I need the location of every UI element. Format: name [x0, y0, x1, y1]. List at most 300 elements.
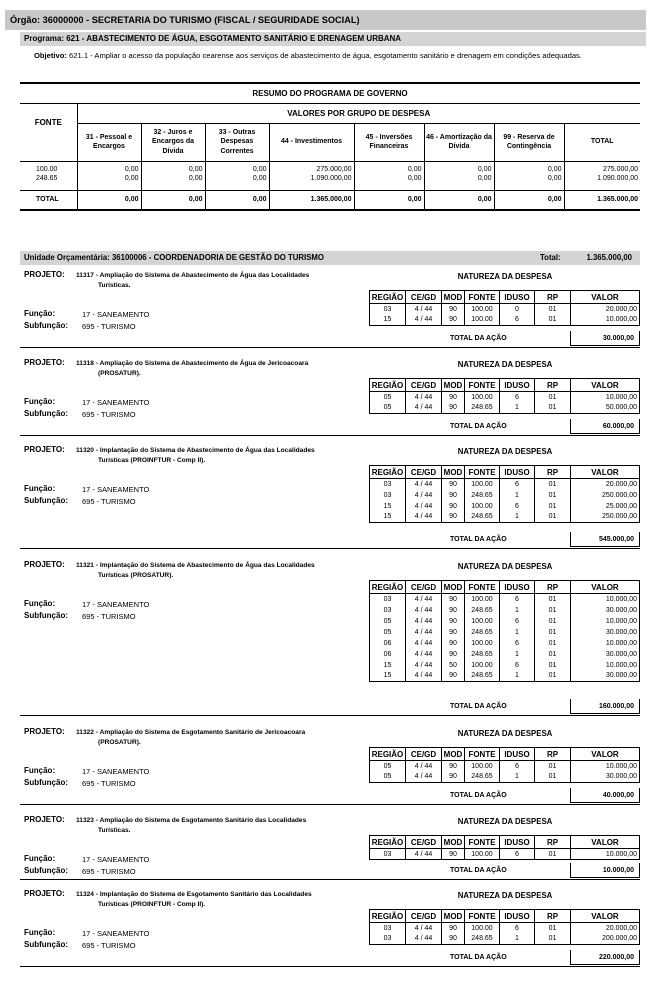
natureza-cell: 90 [442, 761, 465, 772]
natureza-col-header: IDUSO [500, 581, 535, 594]
projeto-name: 11321 - Implantação do Sistema de Abastecimento de Água das Localidades Turísticas (PROSATUR). [76, 561, 341, 580]
subfuncao-value: 695 - TURISMO [82, 941, 136, 950]
natureza-col-header: MOD [442, 379, 465, 392]
natureza-col-header: CE/GD [406, 910, 442, 923]
natureza-col-header: REGIÃO [370, 836, 406, 849]
natureza-cell: 15 [370, 660, 406, 671]
natureza-cell: 90 [442, 392, 465, 403]
funcao-label: Função: [24, 766, 56, 775]
subfuncao-label: Subfunção: [24, 409, 68, 418]
resumo-row [20, 161, 640, 175]
natureza-cell: 01 [535, 501, 571, 512]
natureza-cell: 6 [500, 594, 535, 605]
funcao-label: Função: [24, 599, 56, 608]
natureza-cell: 01 [535, 315, 571, 326]
unidade-label: Unidade Orçamentária: 36100006 - COORDENADORIA DE GESTÃO DO TURISMO [24, 253, 324, 262]
col-header: 99 - Reserva de Contingência [494, 123, 564, 161]
natureza-col-header: VALOR [571, 466, 640, 479]
subfuncao-label: Subfunção: [24, 940, 68, 949]
natureza-cell: 01 [535, 403, 571, 414]
natureza-cell: 1 [500, 649, 535, 660]
natureza-cell: 25.000,00 [571, 501, 640, 512]
resumo-total-row [20, 190, 640, 210]
projeto-code: 11322 [76, 729, 94, 736]
total-acao-label: TOTAL DA AÇÃO [450, 867, 507, 874]
col-header: 46 - Amortização da Dívida [424, 123, 494, 161]
objetivo [34, 51, 634, 60]
value-cell: 0,00 [77, 175, 141, 190]
total-cell: 0,00 [354, 190, 424, 210]
natureza-col-header: MOD [442, 910, 465, 923]
total-acao-label: TOTAL DA AÇÃO [450, 335, 507, 342]
natureza-col-header: FONTE [465, 910, 500, 923]
value-cell: 0,00 [205, 161, 269, 175]
natureza-cell: 90 [442, 923, 465, 934]
natureza-cell: 01 [535, 649, 571, 660]
total-acao-row [20, 419, 640, 433]
natureza-cell: 90 [442, 849, 465, 860]
subfuncao-value: 695 - TURISMO [82, 322, 136, 331]
natureza-cell: 50.000,00 [571, 403, 640, 414]
table-row [370, 649, 640, 660]
natureza-cell: 10.000,00 [571, 849, 640, 860]
natureza-col-header: IDUSO [500, 748, 535, 761]
natureza-cell: 01 [535, 605, 571, 616]
projeto-name-line2: Turísticas (PROSATUR). [98, 571, 174, 579]
total-cell: 1.365.000,00 [564, 190, 640, 210]
total-acao-row [20, 950, 640, 964]
projeto-name-line1: Implantação do Sistema de Abastecimento de Água das Localidades [99, 447, 315, 454]
natureza-cell: 03 [370, 923, 406, 934]
natureza-col-header: IDUSO [500, 910, 535, 923]
natureza-col-header: FONTE [465, 748, 500, 761]
natureza-cell: 4 / 44 [406, 761, 442, 772]
natureza-cell: 01 [535, 772, 571, 783]
total-acao-label: TOTAL DA AÇÃO [450, 536, 507, 543]
natureza-cell: 90 [442, 649, 465, 660]
total-acao-value: 545.000,00 [598, 536, 634, 543]
col-header: 33 - Outras Despesas Correntes [205, 123, 269, 161]
natureza-col-header: MOD [442, 466, 465, 479]
natureza-cell: 03 [370, 304, 406, 315]
natureza-cell: 4 / 44 [406, 649, 442, 660]
projeto-name-line2: Turísticas. [98, 281, 131, 289]
natureza-cell: 100.00 [465, 923, 500, 934]
natureza-cell: 4 / 44 [406, 490, 442, 501]
natureza-cell: 248.65 [465, 772, 500, 783]
value-cell: 0,00 [354, 175, 424, 190]
natureza-cell: 01 [535, 594, 571, 605]
projeto-name-line2: Turísticas (PROINFTUR - Comp II). [98, 456, 206, 464]
natureza-col-header: MOD [442, 581, 465, 594]
table-row [370, 761, 640, 772]
table-row [370, 479, 640, 490]
project-separator [20, 879, 640, 880]
natureza-cell: 250.000,00 [571, 512, 640, 523]
funcao-label: Função: [24, 309, 56, 318]
table-row [370, 315, 640, 326]
natureza-cell: 100.00 [465, 616, 500, 627]
natureza-cell: 6 [500, 315, 535, 326]
natureza-cell: 4 / 44 [406, 627, 442, 638]
natureza-cell: 100.00 [465, 849, 500, 860]
natureza-cell: 248.65 [465, 627, 500, 638]
col-header: 32 - Juros e Encargos da Dívida [141, 123, 205, 161]
subfuncao-label: Subfunção: [24, 496, 68, 505]
natureza-cell: 90 [442, 501, 465, 512]
natureza-col-header: FONTE [465, 379, 500, 392]
natureza-cell: 03 [370, 605, 406, 616]
natureza-cell: 90 [442, 671, 465, 682]
natureza-cell: 6 [500, 660, 535, 671]
natureza-col-header: VALOR [571, 379, 640, 392]
subfuncao-label: Subfunção: [24, 866, 68, 875]
natureza-cell: 05 [370, 392, 406, 403]
funcao-label: Função: [24, 484, 56, 493]
value-cell: 0,00 [424, 175, 494, 190]
natureza-cell: 100.00 [465, 392, 500, 403]
resumo-section [20, 82, 640, 211]
natureza-col-header: IDUSO [500, 291, 535, 304]
funcao-label: Função: [24, 397, 56, 406]
total-cell: 0,00 [424, 190, 494, 210]
natureza-col-header: IDUSO [500, 836, 535, 849]
natureza-cell: 6 [500, 849, 535, 860]
resumo-subtitle: VALORES POR GRUPO DE DESPESA [77, 103, 640, 123]
table-row [370, 594, 640, 605]
projeto-name-line1: Ampliação do Sistema de Abastecimento de Água das Localidades [99, 272, 310, 279]
natureza-cell: 4 / 44 [406, 304, 442, 315]
project-separator [20, 435, 640, 436]
natureza-cell: 03 [370, 849, 406, 860]
total-acao-label: TOTAL DA AÇÃO [450, 954, 507, 961]
natureza-table [369, 580, 640, 682]
total-acao-value: 10.000,00 [602, 867, 634, 874]
projeto-name: 11317 - Ampliação do Sistema de Abastecimento de Água das Localidades Turísticas. [76, 271, 341, 290]
natureza-cell: 1 [500, 671, 535, 682]
natureza-cell: 100.00 [465, 638, 500, 649]
natureza-title: NATUREZA DA DESPESA [457, 729, 553, 738]
funcao-value: 17 - SANEAMENTO [82, 855, 150, 864]
col-header: 45 - Inversões Financeiras [354, 123, 424, 161]
natureza-cell: 15 [370, 315, 406, 326]
funcao-label: Função: [24, 854, 56, 863]
table-row [370, 638, 640, 649]
natureza-col-header: REGIÃO [370, 581, 406, 594]
subfuncao-value: 695 - TURISMO [82, 410, 136, 419]
natureza-col-header: RP [535, 379, 571, 392]
table-row [370, 923, 640, 934]
natureza-col-header: IDUSO [500, 466, 535, 479]
total-acao-value: 220.000,00 [598, 954, 634, 961]
projeto-name: 11320 - Implantação do Sistema de Abastecimento de Água das Localidades Turísticas (PROINFTUR - Comp II). [76, 446, 341, 465]
unidade-header [20, 251, 640, 265]
projeto-code: 11317 [76, 272, 94, 279]
natureza-col-header: CE/GD [406, 581, 442, 594]
natureza-cell: 30.000,00 [571, 649, 640, 660]
natureza-table [369, 835, 640, 860]
natureza-cell: 248.65 [465, 490, 500, 501]
natureza-cell: 03 [370, 934, 406, 945]
total-acao-value: 60.000,00 [602, 423, 634, 430]
table-row [370, 660, 640, 671]
natureza-cell: 30.000,00 [571, 772, 640, 783]
natureza-table [369, 290, 640, 326]
natureza-cell: 248.65 [465, 649, 500, 660]
natureza-col-header: CE/GD [406, 291, 442, 304]
natureza-cell: 6 [500, 479, 535, 490]
natureza-cell: 15 [370, 501, 406, 512]
project-separator [20, 715, 640, 716]
natureza-cell: 90 [442, 627, 465, 638]
projeto-name-line1: Implantação do Sistema de Esgotamento Sanitário das Localidades [99, 891, 312, 898]
projeto-code: 11323 [76, 817, 94, 824]
natureza-col-header: REGIÃO [370, 379, 406, 392]
natureza-col-header: RP [535, 291, 571, 304]
natureza-col-header: REGIÃO [370, 910, 406, 923]
subfuncao-value: 695 - TURISMO [82, 779, 136, 788]
natureza-cell: 10.000,00 [571, 594, 640, 605]
natureza-title: NATUREZA DA DESPESA [457, 447, 553, 456]
fonte-cell: 100.00 [20, 161, 77, 175]
total-cell: 0,00 [494, 190, 564, 210]
natureza-cell: 250.000,00 [571, 490, 640, 501]
natureza-title: NATUREZA DA DESPESA [457, 562, 553, 571]
natureza-cell: 20.000,00 [571, 923, 640, 934]
natureza-col-header: CE/GD [406, 379, 442, 392]
resumo-title: RESUMO DO PROGRAMA DE GOVERNO [20, 83, 640, 103]
natureza-col-header: VALOR [571, 581, 640, 594]
natureza-cell: 90 [442, 490, 465, 501]
total-acao-row [20, 331, 640, 345]
value-cell: 0,00 [77, 161, 141, 175]
natureza-cell: 06 [370, 638, 406, 649]
projeto-name-line1: Ampliação do Sistema de Abastecimento de Água de Jericoacoara [99, 360, 309, 367]
natureza-col-header: REGIÃO [370, 466, 406, 479]
natureza-cell: 6 [500, 923, 535, 934]
natureza-cell: 01 [535, 490, 571, 501]
unidade-total-label: Total: [540, 253, 561, 262]
natureza-cell: 90 [442, 479, 465, 490]
natureza-cell: 01 [535, 671, 571, 682]
subfuncao-label: Subfunção: [24, 778, 68, 787]
natureza-cell: 100.00 [465, 315, 500, 326]
resumo-table [20, 82, 640, 211]
total-acao-row [20, 699, 640, 713]
natureza-cell: 03 [370, 594, 406, 605]
natureza-cell: 4 / 44 [406, 594, 442, 605]
natureza-cell: 248.65 [465, 934, 500, 945]
natureza-cell: 4 / 44 [406, 772, 442, 783]
natureza-cell: 05 [370, 403, 406, 414]
natureza-cell: 4 / 44 [406, 616, 442, 627]
natureza-cell: 100.00 [465, 501, 500, 512]
natureza-col-header: RP [535, 910, 571, 923]
projeto-label: PROJETO: [24, 358, 65, 367]
projeto-name: 11323 - Ampliação do Sistema de Esgotamento Sanitário das Localidades Turísticas. [76, 816, 341, 835]
projeto-name: 11322 - Ampliação do Sistema de Esgotamento Sanitário de Jericoacoara (PROSATUR). [76, 728, 341, 747]
natureza-cell: 01 [535, 849, 571, 860]
natureza-cell: 4 / 44 [406, 512, 442, 523]
natureza-cell: 10.000,00 [571, 315, 640, 326]
natureza-cell: 4 / 44 [406, 403, 442, 414]
natureza-cell: 6 [500, 638, 535, 649]
table-row [370, 772, 640, 783]
natureza-title: NATUREZA DA DESPESA [457, 817, 553, 826]
natureza-cell: 01 [535, 761, 571, 772]
col-header: 31 - Pessoal e Encargos [77, 123, 141, 161]
natureza-cell: 01 [535, 923, 571, 934]
objetivo-label: Objetivo: [34, 51, 67, 60]
natureza-cell: 05 [370, 761, 406, 772]
fonte-cell: 248.65 [20, 175, 77, 190]
total-acao-row [20, 532, 640, 546]
project-separator [20, 347, 640, 348]
natureza-col-header: FONTE [465, 581, 500, 594]
natureza-cell: 30.000,00 [571, 671, 640, 682]
natureza-cell: 90 [442, 772, 465, 783]
projeto-name-line1: Implantação do Sistema de Abastecimento de Água das Localidades [99, 562, 315, 569]
natureza-cell: 4 / 44 [406, 315, 442, 326]
natureza-cell: 30.000,00 [571, 605, 640, 616]
total-label: TOTAL [20, 190, 77, 210]
natureza-cell: 4 / 44 [406, 660, 442, 671]
natureza-col-header: REGIÃO [370, 291, 406, 304]
col-header: TOTAL [564, 123, 640, 161]
projeto-code: 11321 [76, 562, 94, 569]
natureza-cell: 4 / 44 [406, 934, 442, 945]
natureza-title: NATUREZA DA DESPESA [457, 360, 553, 369]
value-cell: 0,00 [141, 161, 205, 175]
funcao-value: 17 - SANEAMENTO [82, 929, 150, 938]
natureza-cell: 10.000,00 [571, 638, 640, 649]
projeto-code: 11324 [76, 891, 94, 898]
total-acao-label: TOTAL DA AÇÃO [450, 792, 507, 799]
value-cell: 0,00 [141, 175, 205, 190]
total-cell: 0,00 [141, 190, 205, 210]
projeto-label: PROJETO: [24, 445, 65, 454]
table-row [370, 403, 640, 414]
value-cell: 0,00 [205, 175, 269, 190]
col-header: 44 - Investimentos [269, 123, 354, 161]
natureza-cell: 90 [442, 403, 465, 414]
orgao-header: Órgão: 36000000 - SECRETARIA DO TURISMO (FISCAL / SEGURIDADE SOCIAL) [5, 10, 646, 30]
subfuncao-label: Subfunção: [24, 321, 68, 330]
natureza-cell: 05 [370, 627, 406, 638]
project-separator [20, 966, 640, 967]
natureza-cell: 90 [442, 638, 465, 649]
projeto-name-line1: Ampliação do Sistema de Esgotamento Sanitário das Localidades [99, 817, 307, 824]
natureza-table [369, 465, 640, 523]
natureza-cell: 15 [370, 512, 406, 523]
subfuncao-value: 695 - TURISMO [82, 867, 136, 876]
natureza-cell: 6 [500, 392, 535, 403]
natureza-cell: 01 [535, 660, 571, 671]
natureza-cell: 15 [370, 671, 406, 682]
value-cell: 1.090.000,00 [269, 175, 354, 190]
natureza-cell: 4 / 44 [406, 638, 442, 649]
natureza-cell: 90 [442, 594, 465, 605]
natureza-cell: 1 [500, 934, 535, 945]
natureza-col-header: VALOR [571, 291, 640, 304]
natureza-cell: 4 / 44 [406, 671, 442, 682]
subfuncao-value: 695 - TURISMO [82, 612, 136, 621]
total-acao-row [20, 788, 640, 802]
value-cell: 275.000,00 [269, 161, 354, 175]
subfuncao-label: Subfunção: [24, 611, 68, 620]
funcao-value: 17 - SANEAMENTO [82, 485, 150, 494]
natureza-cell: 100.00 [465, 660, 500, 671]
resumo-row [20, 175, 640, 190]
project-separator [20, 548, 640, 549]
natureza-title: NATUREZA DA DESPESA [457, 891, 553, 900]
value-cell: 275.000,00 [564, 161, 640, 175]
natureza-cell: 90 [442, 304, 465, 315]
natureza-cell: 01 [535, 392, 571, 403]
total-acao-row [20, 863, 640, 877]
natureza-table [369, 747, 640, 783]
natureza-cell: 90 [442, 315, 465, 326]
funcao-value: 17 - SANEAMENTO [82, 600, 150, 609]
natureza-col-header: RP [535, 466, 571, 479]
natureza-cell: 1 [500, 605, 535, 616]
natureza-cell: 10.000,00 [571, 392, 640, 403]
natureza-col-header: MOD [442, 748, 465, 761]
natureza-cell: 100.00 [465, 761, 500, 772]
funcao-value: 17 - SANEAMENTO [82, 398, 150, 407]
projeto-name-line2: (PROSATUR). [98, 738, 141, 746]
total-acao-label: TOTAL DA AÇÃO [450, 423, 507, 430]
natureza-col-header: REGIÃO [370, 748, 406, 761]
natureza-col-header: MOD [442, 291, 465, 304]
value-cell: 0,00 [424, 161, 494, 175]
natureza-cell: 6 [500, 761, 535, 772]
projeto-name: 11324 - Implantação do Sistema de Esgotamento Sanitário das Localidades Turísticas (PROINFTUR - Comp II). [76, 890, 341, 909]
natureza-cell: 20.000,00 [571, 479, 640, 490]
natureza-cell: 03 [370, 490, 406, 501]
natureza-cell: 01 [535, 479, 571, 490]
value-cell: 1.090.000,00 [564, 175, 640, 190]
natureza-cell: 03 [370, 479, 406, 490]
funcao-value: 17 - SANEAMENTO [82, 310, 150, 319]
natureza-cell: 50 [442, 660, 465, 671]
table-row [370, 671, 640, 682]
natureza-cell: 4 / 44 [406, 501, 442, 512]
natureza-col-header: CE/GD [406, 836, 442, 849]
table-row [370, 304, 640, 315]
table-row [370, 934, 640, 945]
natureza-col-header: CE/GD [406, 466, 442, 479]
natureza-cell: 4 / 44 [406, 923, 442, 934]
natureza-cell: 100.00 [465, 304, 500, 315]
project-separator [20, 804, 640, 805]
natureza-cell: 01 [535, 616, 571, 627]
projeto-name-line2: (PROSATUR). [98, 369, 141, 377]
natureza-table [369, 378, 640, 414]
natureza-cell: 1 [500, 403, 535, 414]
natureza-col-header: RP [535, 581, 571, 594]
natureza-table [369, 909, 640, 945]
natureza-cell: 248.65 [465, 512, 500, 523]
total-cell: 0,00 [77, 190, 141, 210]
table-row [370, 627, 640, 638]
natureza-cell: 90 [442, 616, 465, 627]
natureza-cell: 6 [500, 501, 535, 512]
table-row [370, 616, 640, 627]
projeto-label: PROJETO: [24, 815, 65, 824]
natureza-title: NATUREZA DA DESPESA [457, 272, 553, 281]
natureza-cell: 01 [535, 304, 571, 315]
